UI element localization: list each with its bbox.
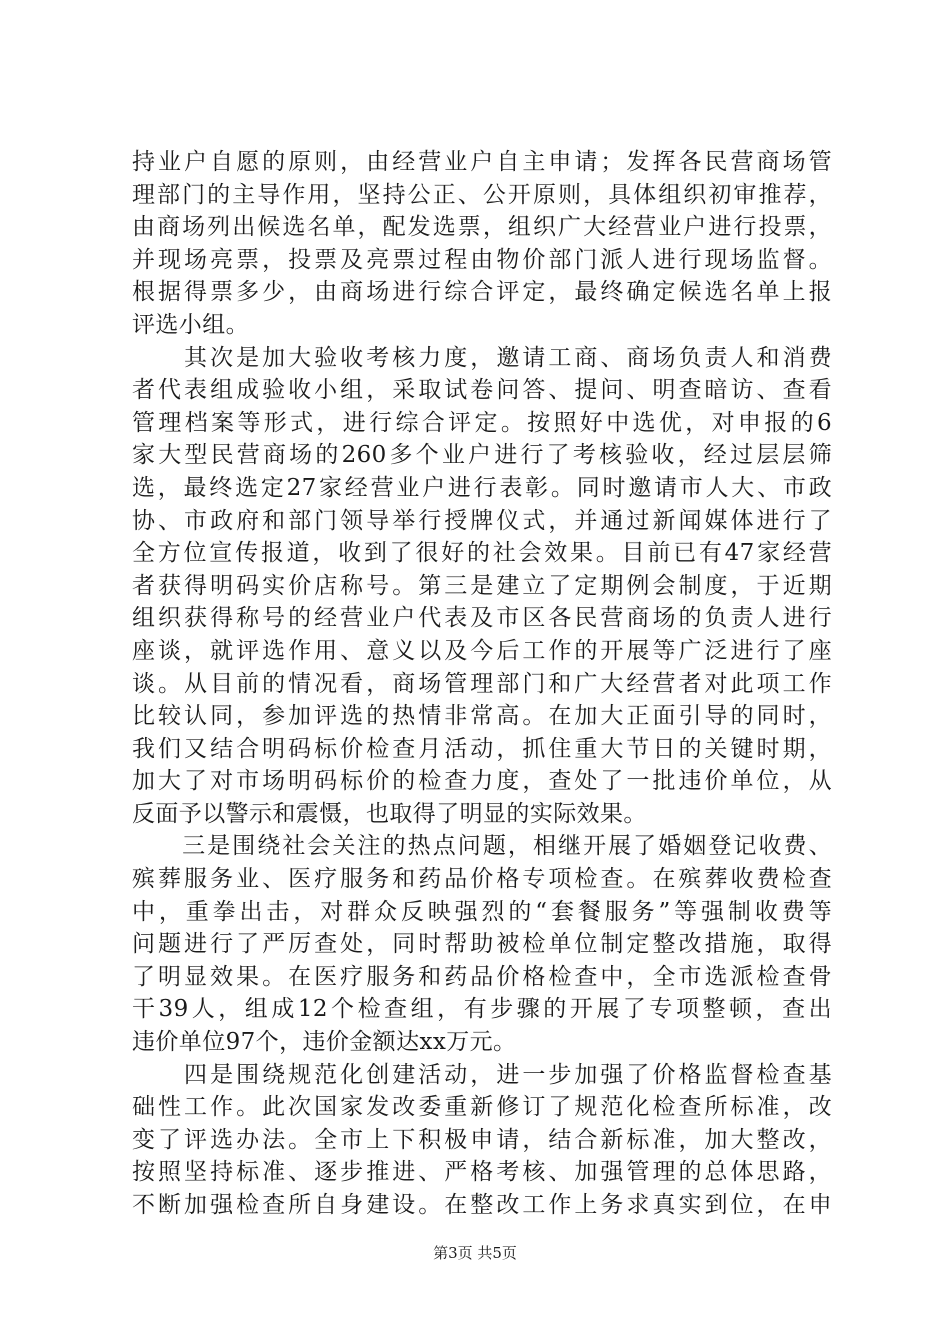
text-line: 选，最终选定27家经营业户进行表彰。同时邀请市人大、市政 (132, 474, 832, 501)
text-line: 加大了对市场明码标价的检查力度，查处了一批违价单位，从 (132, 768, 832, 795)
text-line: 殡葬服务业、医疗服务和药品价格专项检查。在殡葬收费检查 (132, 866, 832, 893)
text-line: 并现场亮票，投票及亮票过程由物价部门派人进行现场监督。 (132, 246, 832, 273)
text-line: 中，重拳出击，对群众反映强烈的“套餐服务”等强制收费等 (132, 898, 832, 925)
document-body (132, 146, 832, 1222)
text-line: 了明显效果。在医疗服务和药品价格检查中，全市选派检查骨 (132, 963, 832, 990)
text-line: 组织获得称号的经营业户代表及市区各民营商场的负责人进行 (132, 605, 832, 632)
text-line: 变了评选办法。全市上下积极申请，结合新标准，加大整改， (132, 1126, 832, 1153)
text-line: 理部门的主导作用，坚持公正、公开原则，具体组织初审推荐， (132, 181, 832, 208)
text-line: 我们又结合明码标价检查月活动，抓住重大节日的关键时期， (132, 735, 832, 762)
text-line: 者代表组成验收小组，采取试卷问答、提问、明查暗访、查看 (132, 377, 832, 404)
text-line: 四是围绕规范化创建活动，进一步加强了价格监督检查基 (132, 1061, 832, 1088)
text-line: 管理档案等形式，进行综合评定。按照好中选优，对申报的6 (132, 409, 832, 436)
text-line: 由商场列出候选名单，配发选票，组织广大经营业户进行投票， (132, 214, 832, 241)
page-footer: 第3页 共5页 (433, 1244, 517, 1262)
text-line: 比较认同，参加评选的热情非常高。在加大正面引导的同时， (132, 703, 832, 730)
text-line: 其次是加大验收考核力度，邀请工商、商场负责人和消费 (132, 344, 832, 371)
text-line: 违价单位97个，违价金额达xx万元。 (132, 1029, 517, 1056)
text-line: 根据得票多少，由商场进行综合评定，最终确定候选名单上报 (132, 279, 832, 306)
text-line: 持业户自愿的原则，由经营业户自主申请；发挥各民营商场管 (132, 149, 832, 175)
text-line: 全方位宣传报道，收到了很好的社会效果。目前已有47家经营 (132, 540, 832, 567)
text-line: 础性工作。此次国家发改委重新修订了规范化检查所标准，改 (132, 1094, 832, 1121)
text-line: 按照坚持标准、逐步推进、严格考核、加强管理的总体思路， (132, 1159, 832, 1186)
text-line: 者获得明码实价店称号。第三是建立了定期例会制度，于近期 (132, 572, 832, 599)
text-line: 干39人，组成12个检查组，有步骤的开展了专项整顿，查出 (132, 996, 832, 1023)
text-line: 反面予以警示和震慑，也取得了明显的实际效果。 (132, 800, 647, 827)
text-line: 不断加强检查所自身建设。在整改工作上务求真实到位，在申 (132, 1192, 832, 1218)
text-line: 协、市政府和部门领导举行授牌仪式，并通过新闻媒体进行了 (132, 507, 832, 534)
text-line: 评选小组。 (132, 311, 249, 338)
text-line: 谈。从目前的情况看，商场管理部门和广大经营者对此项工作 (132, 670, 832, 697)
text-line: 问题进行了严厉查处，同时帮助被检单位制定整改措施，取得 (132, 931, 832, 958)
text-line: 座谈，就评选作用、意义以及今后工作的开展等广泛进行了座 (132, 637, 832, 664)
text-line: 三是围绕社会关注的热点问题，相继开展了婚姻登记收费、 (132, 833, 832, 860)
text-line: 家大型民营商场的260多个业户进行了考核验收，经过层层筛 (132, 442, 832, 469)
